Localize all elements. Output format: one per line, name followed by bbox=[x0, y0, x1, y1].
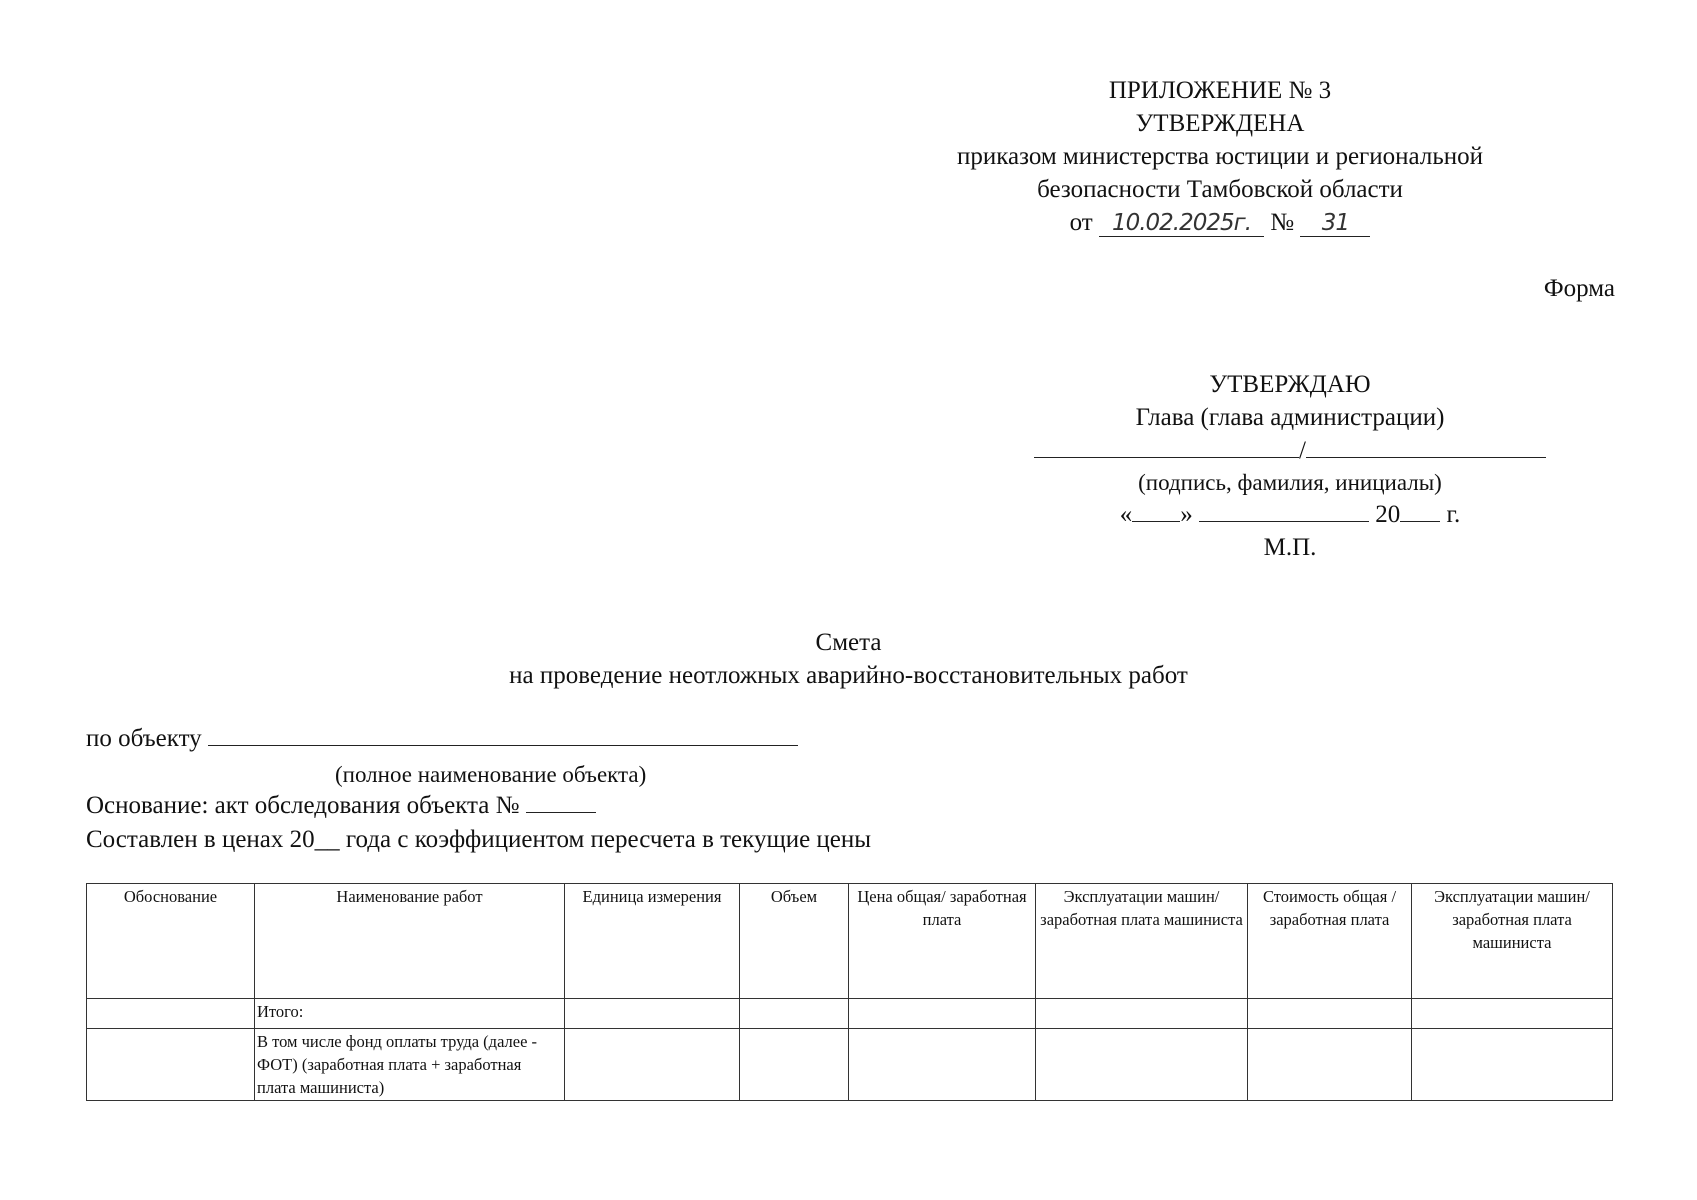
table-cell bbox=[1036, 999, 1248, 1029]
appendix-authority: безопасности Тамбовской области bbox=[1037, 176, 1403, 203]
form-label: Форма bbox=[1543, 275, 1615, 302]
approval-position: Глава (глава администрации) bbox=[1135, 404, 1445, 431]
object-caption: (полное наименование объекта) bbox=[335, 762, 647, 787]
table-cell bbox=[849, 999, 1036, 1029]
signature-separator: / bbox=[1299, 437, 1306, 464]
table-cell bbox=[87, 1029, 255, 1101]
year-field bbox=[1400, 499, 1440, 522]
estimate-table bbox=[86, 883, 1613, 1101]
col-header-unit: Единица измерения bbox=[565, 884, 740, 999]
table-row bbox=[87, 999, 1613, 1029]
table-cell bbox=[1412, 1029, 1613, 1101]
basis-number-field bbox=[526, 790, 596, 813]
table-row bbox=[87, 1029, 1613, 1101]
object-field bbox=[208, 723, 798, 746]
order-date: 10.02.2025г. bbox=[1099, 210, 1264, 237]
appendix-order: приказом министерства юстиции и региональной bbox=[956, 143, 1483, 170]
col-header-basis: Обоснование bbox=[87, 884, 255, 999]
date-prefix: от bbox=[1069, 209, 1093, 236]
order-number: 31 bbox=[1300, 210, 1370, 237]
table-cell bbox=[740, 1029, 849, 1101]
approval-date-line bbox=[1010, 498, 1570, 531]
appendix-date-line bbox=[900, 206, 1540, 239]
col-header-price: Цена общая/ заработная плата bbox=[849, 884, 1036, 999]
table-cell bbox=[565, 1029, 740, 1101]
signature-caption: (подпись, фамилия, инициалы) bbox=[1138, 470, 1442, 495]
signature-line bbox=[1010, 434, 1570, 467]
number-prefix: № bbox=[1270, 209, 1295, 236]
col-header-machines-total: Эксплуатации машин/ заработная плата машиниста bbox=[1412, 884, 1613, 999]
object-label: по объекту bbox=[86, 725, 202, 752]
document-subtitle: на проведение неотложных аварийно-восстановительных работ bbox=[509, 662, 1188, 689]
table-cell bbox=[1412, 999, 1613, 1029]
document-title-block bbox=[0, 626, 1697, 692]
appendix-number: ПРИЛОЖЕНИЕ № 3 bbox=[1108, 77, 1332, 104]
month-field bbox=[1199, 499, 1369, 522]
table-cell bbox=[1248, 1029, 1412, 1101]
table-cell bbox=[1036, 1029, 1248, 1101]
table-cell bbox=[1248, 999, 1412, 1029]
col-header-work-name: Наименование работ bbox=[255, 884, 565, 999]
year-suffix: г. bbox=[1446, 501, 1461, 528]
day-field bbox=[1132, 499, 1180, 522]
name-field bbox=[1306, 435, 1546, 458]
document-title: Смета bbox=[815, 629, 882, 656]
row-label-fot: В том числе фонд оплаты труда (далее - ФОТ) (заработная плата + заработная плата машиниста) bbox=[255, 1029, 565, 1101]
appendix-approved: УТВЕРЖДЕНА bbox=[1135, 110, 1305, 137]
col-header-total-cost: Стоимость общая / заработная плата bbox=[1248, 884, 1412, 999]
approval-title: УТВЕРЖДАЮ bbox=[1209, 371, 1371, 398]
row-label-total: Итого: bbox=[255, 999, 565, 1029]
basis-label: Основание: акт обследования объекта № bbox=[86, 792, 520, 819]
seal-label: М.П. bbox=[1263, 534, 1317, 561]
approval-block bbox=[1010, 368, 1570, 564]
table-cell bbox=[87, 999, 255, 1029]
table-cell bbox=[740, 999, 849, 1029]
signature-field bbox=[1034, 435, 1299, 458]
quote-close: » bbox=[1180, 501, 1193, 528]
table-cell bbox=[849, 1029, 1036, 1101]
table-cell bbox=[565, 999, 740, 1029]
col-header-machines: Эксплуатации машин/ заработная плата машиниста bbox=[1036, 884, 1248, 999]
col-header-volume: Объем bbox=[740, 884, 849, 999]
basis-line bbox=[86, 789, 596, 822]
table-header-row bbox=[87, 884, 1613, 999]
year-prefix: 20 bbox=[1375, 501, 1401, 528]
appendix-block bbox=[900, 74, 1540, 239]
quote-open: « bbox=[1119, 501, 1133, 528]
object-line bbox=[86, 722, 798, 755]
prices-line: Составлен в ценах 20__ года с коэффициентом пересчета в текущие цены bbox=[86, 826, 872, 853]
